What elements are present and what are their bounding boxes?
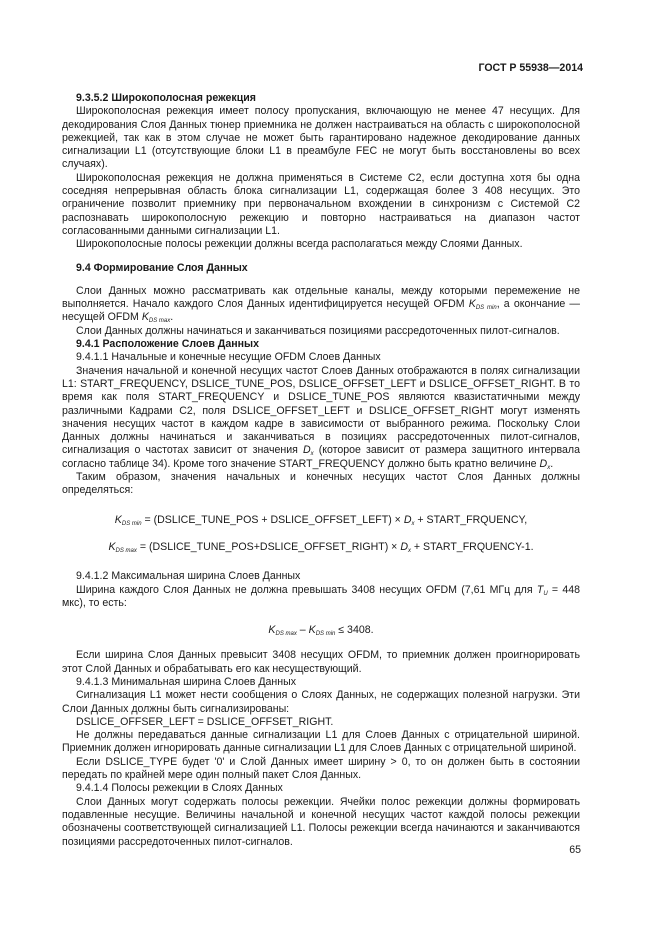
paragraph: Таким образом, значения начальных и конечных несущих частот Слоя Данных должны определяться: [62,471,580,497]
paragraph: Широкополосные полосы режекции должны всегда располагаться между Слоями Данных. [76,238,523,251]
page-content [62,92,580,849]
paragraph: Слои Данных должны начинаться и заканчиваться позициями рассредоточенных пилот-сигналов. [76,324,560,337]
paragraph: Слои Данных могут содержать полосы режекции. Ячейки полос режекции должны формировать подавленные несущие. Величины начальной и конечной несущих частот каждой полосы режекции обозначены соответствующей сигнализацией L1. Полосы режекции всегда начинаются и заканчиваются позициями рассредоточенных пилот-сигналов. [62,795,580,848]
formula-kds-max: $K_{DS max}$ = (DSLICE_TUNE_POS+DSLICE_OFFSET_RIGHT) × $D_x$ + START_FRQUENCY-1. [108,540,534,554]
paragraph: Ширина каждого Слоя Данных не должна превышать 3408 несущих OFDM (7,61 МГц для $T_U = 448$ мкс), то есть: [62,583,581,609]
section-title-94: 9.4 Формирование Слоя Данных [76,261,248,274]
formula-width: $K_{DS max} - K_{DS min} \le 3408$. [268,624,374,638]
subsection-title: 9.4.1.2 Максимальная ширина Слоев Данных [76,570,301,583]
subsection-title: 9.4.1.3 Минимальная ширина Слоев Данных [76,675,297,688]
standard-header: ГОСТ Р 55938—2014 [478,62,583,74]
paragraph: Не должны передаваться данные сигнализации L1 для Слоев Данных с отрицательной шириной. Приемник должен игнорировать данные сигнализации L1 для Слоев Данных с отрицательной шириной. [62,729,580,755]
paragraph: Широкополосная режекция не должна применяться в Системе С2, если доступна хотя бы одна соседняя непрерывная область блока сигнализации L1, содержащая более 3 408 несущих. Это ограничение позволит приемнику при первоначальном вхождении в синхронизм с Системой С2 распознавать широкополосную режекцию и повторно настраиваться на диапазон частот согласованными данными сигнализации L1. [62,171,580,237]
paragraph: Если DSLICE_TYPE будет '0' и Слой Данных имеет ширину > 0, то он должен быть в состоянии передать по крайней мере один полный пакет Слоя Данных. [62,755,580,782]
section-title-941: 9.4.1 Расположение Слоев Данных [76,338,259,351]
paragraph: Слои Данных можно рассматривать как отдельные каналы, между которыми перемежение не выполняется. Начало каждого Слоя Данных идентифицируется несущей OFDM $K_{DS min}$, а окончание — несущей OFDM $K_{DS max}$. [62,284,581,325]
section-title-9352: 9.3.5.2 Широкополосная режекция [76,92,256,104]
subsection-title: 9.4.1.4 Полосы режекции в Слоях Данных [76,782,283,795]
paragraph: DSLICE_OFFSER_LEFT = DSLICE_OFFSET_RIGHT. [76,715,334,728]
paragraph: Широкополосная режекция имеет полосу пропускания, включающую не менее 47 несущих. Для декодирования Слоя Данных тюнер приемника не должен настраиваться на область с широкополосной режекцией, так как в этом случае не может быть гарантировано надежное декодирование данных сигнализации L1 (отсутствующие блоки L1 в преамбуле FEC не могут быть восстановлены во всех случаях). [62,105,580,171]
paragraph: Если ширина Слоя Данных превысит 3408 несущих OFDM, то приемник должен проигнорировать этот Слой Данных и обрабатывать его как несуществующий. [62,649,580,675]
subsection-title: 9.4.1.1 Начальные и конечные несущие OFDM Слоев Данных [76,351,381,364]
formula-kds-min: $K_{DS min}$ = (DSLICE_TUNE_POS + DSLICE_OFFSET_LEFT) × $D_x$ + START_FRQUENCY, [114,513,528,527]
page-number: 65 [569,844,581,856]
paragraph: Значения начальной и конечной несущих частот Слоев Данных отображаются в полях сигнализации L1: START_FREQUENCY, DSLICE_TUNE_POS, DSLICE_OFFSET_LEFT и DSLICE_OFFSET_RIGHT. В то время как поля START_FREQUENCY и DSLICE_TUNE_POS являются квазистатичными между различными Кадрами С2, поля DSLICE_OFFSET_LEFT и DSLICE_OFFSET_RIGHT могут изменять значения несущих частот в каждом кадре в зависимости от выбранного режима. Поскольку Слои Данных должны начинаться и заканчиваться в позициях рассредоточенных пилот-сигналов, сигнализация о частотах зависит от значения $D_x$ (которое зависит от размера защитного интервала согласно таблице 34). Кроме того значение START_FREQUENCY должно быть кратно величине $D_x$. [62,364,580,471]
paragraph: Сигнализация L1 может нести сообщения о Слоях Данных, не содержащих полезной нагрузки. Эти Слои Данных должны быть сигнализированы: [62,689,580,715]
